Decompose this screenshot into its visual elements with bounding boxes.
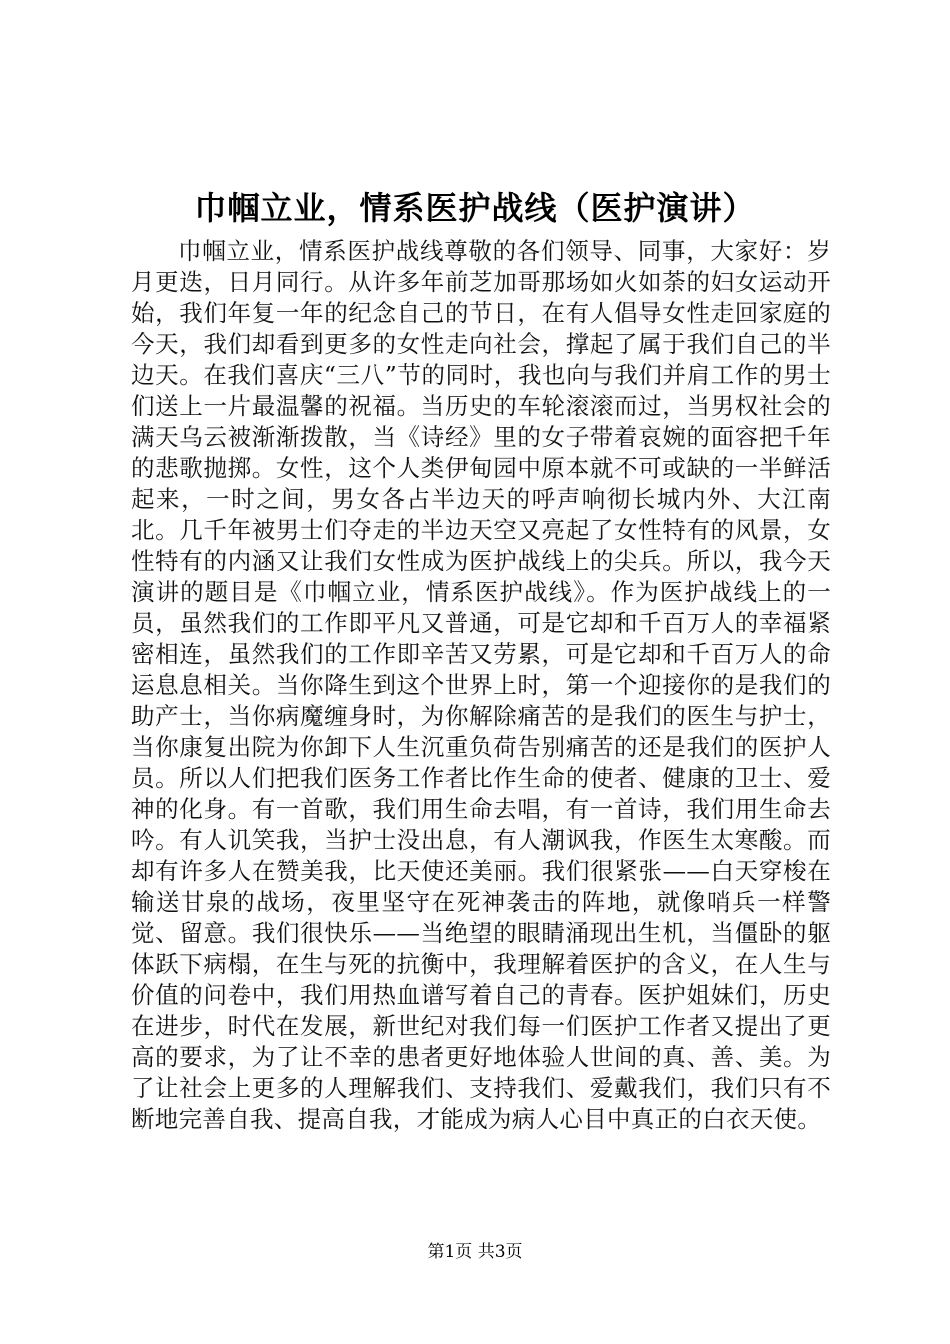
document-title: 巾帼立业，情系医护战线（医护演讲） <box>194 189 756 227</box>
document-body: 巾帼立业，情系医护战线尊敬的各们领导、同事，大家好：岁月更迭，日月同行。从许多年前芝加哥那场如火如荼的妇女运动开始，我们年复一年的纪念自己的节日，在有人倡导女性走回家庭的今天，我们却看到更多的女性走向社会，撑起了属于我们自己的半边天。在我们喜庆“三八”节的同时，我也向与我们并肩工作的男士们送上一片最温馨的祝福。当历史的车轮滚滚而过，当男权社会的满天乌云被渐渐拨散，当《诗经》里的女子带着哀婉的面容把千年的悲歌抛掷。女性，这个人类伊甸园中原本就不可或缺的一半鲜活起来，一时之间，男女各占半边天的呼声响彻长城内外、大江南北。几千年被男士们夺走的半边天空又亮起了女性特有的风景，女性特有的内涵又让我们女性成为医护战线上的尖兵。所以，我今天演讲的题目是《巾帼立业，情系医护战线》。作为医护战线上的一员，虽然我们的工作即平凡又普通，可是它却和千百万人的幸福紧密相连，虽然我们的工作即辛苦又劳累，可是它却和千百万人的命运息息相关。当你降生到这个世界上时，第一个迎接你的是我们的助产士，当你病魔缠身时，为你解除痛苦的是我们的医生与护士，当你康复出院为你卸下人生沉重负荷告别痛苦的还是我们的医护人员。所以人们把我们医务工作者比作生命的使者、健康的卫士、爱神的化身。有一首歌，我们用生命去唱，有一首诗，我们用生命去吟。有人讥笑我，当护士没出息，有人潮讽我，作医生太寒酸。而却有许多人在赞美我，比天使还美丽。我们很紧张——白天穿梭在输送甘泉的战场，夜里坚守在死神袭击的阵地，就像哨兵一样警觉、留意。我们很快乐——当绝望的眼睛涌现出生机，当僵卧的躯体跃下病榻，在生与死的抗衡中，我理解着医护的含义，在人生与价值的问卷中，我们用热血谱写着自己的青春。医护姐妹们，历史在进步，时代在发展，新世纪对我们每一们医护工作者又提出了更高的要求，为了让不幸的患者更好地体验人世间的真、善、美。为了让社会上更多的人理解我们、支持我们、爱戴我们，我们只有不断地完善自我、提高自我，才能成为病人心目中真正的白衣天使。 <box>131 237 831 1133</box>
page-number-footer: 第1页 共3页 <box>427 1242 523 1262</box>
